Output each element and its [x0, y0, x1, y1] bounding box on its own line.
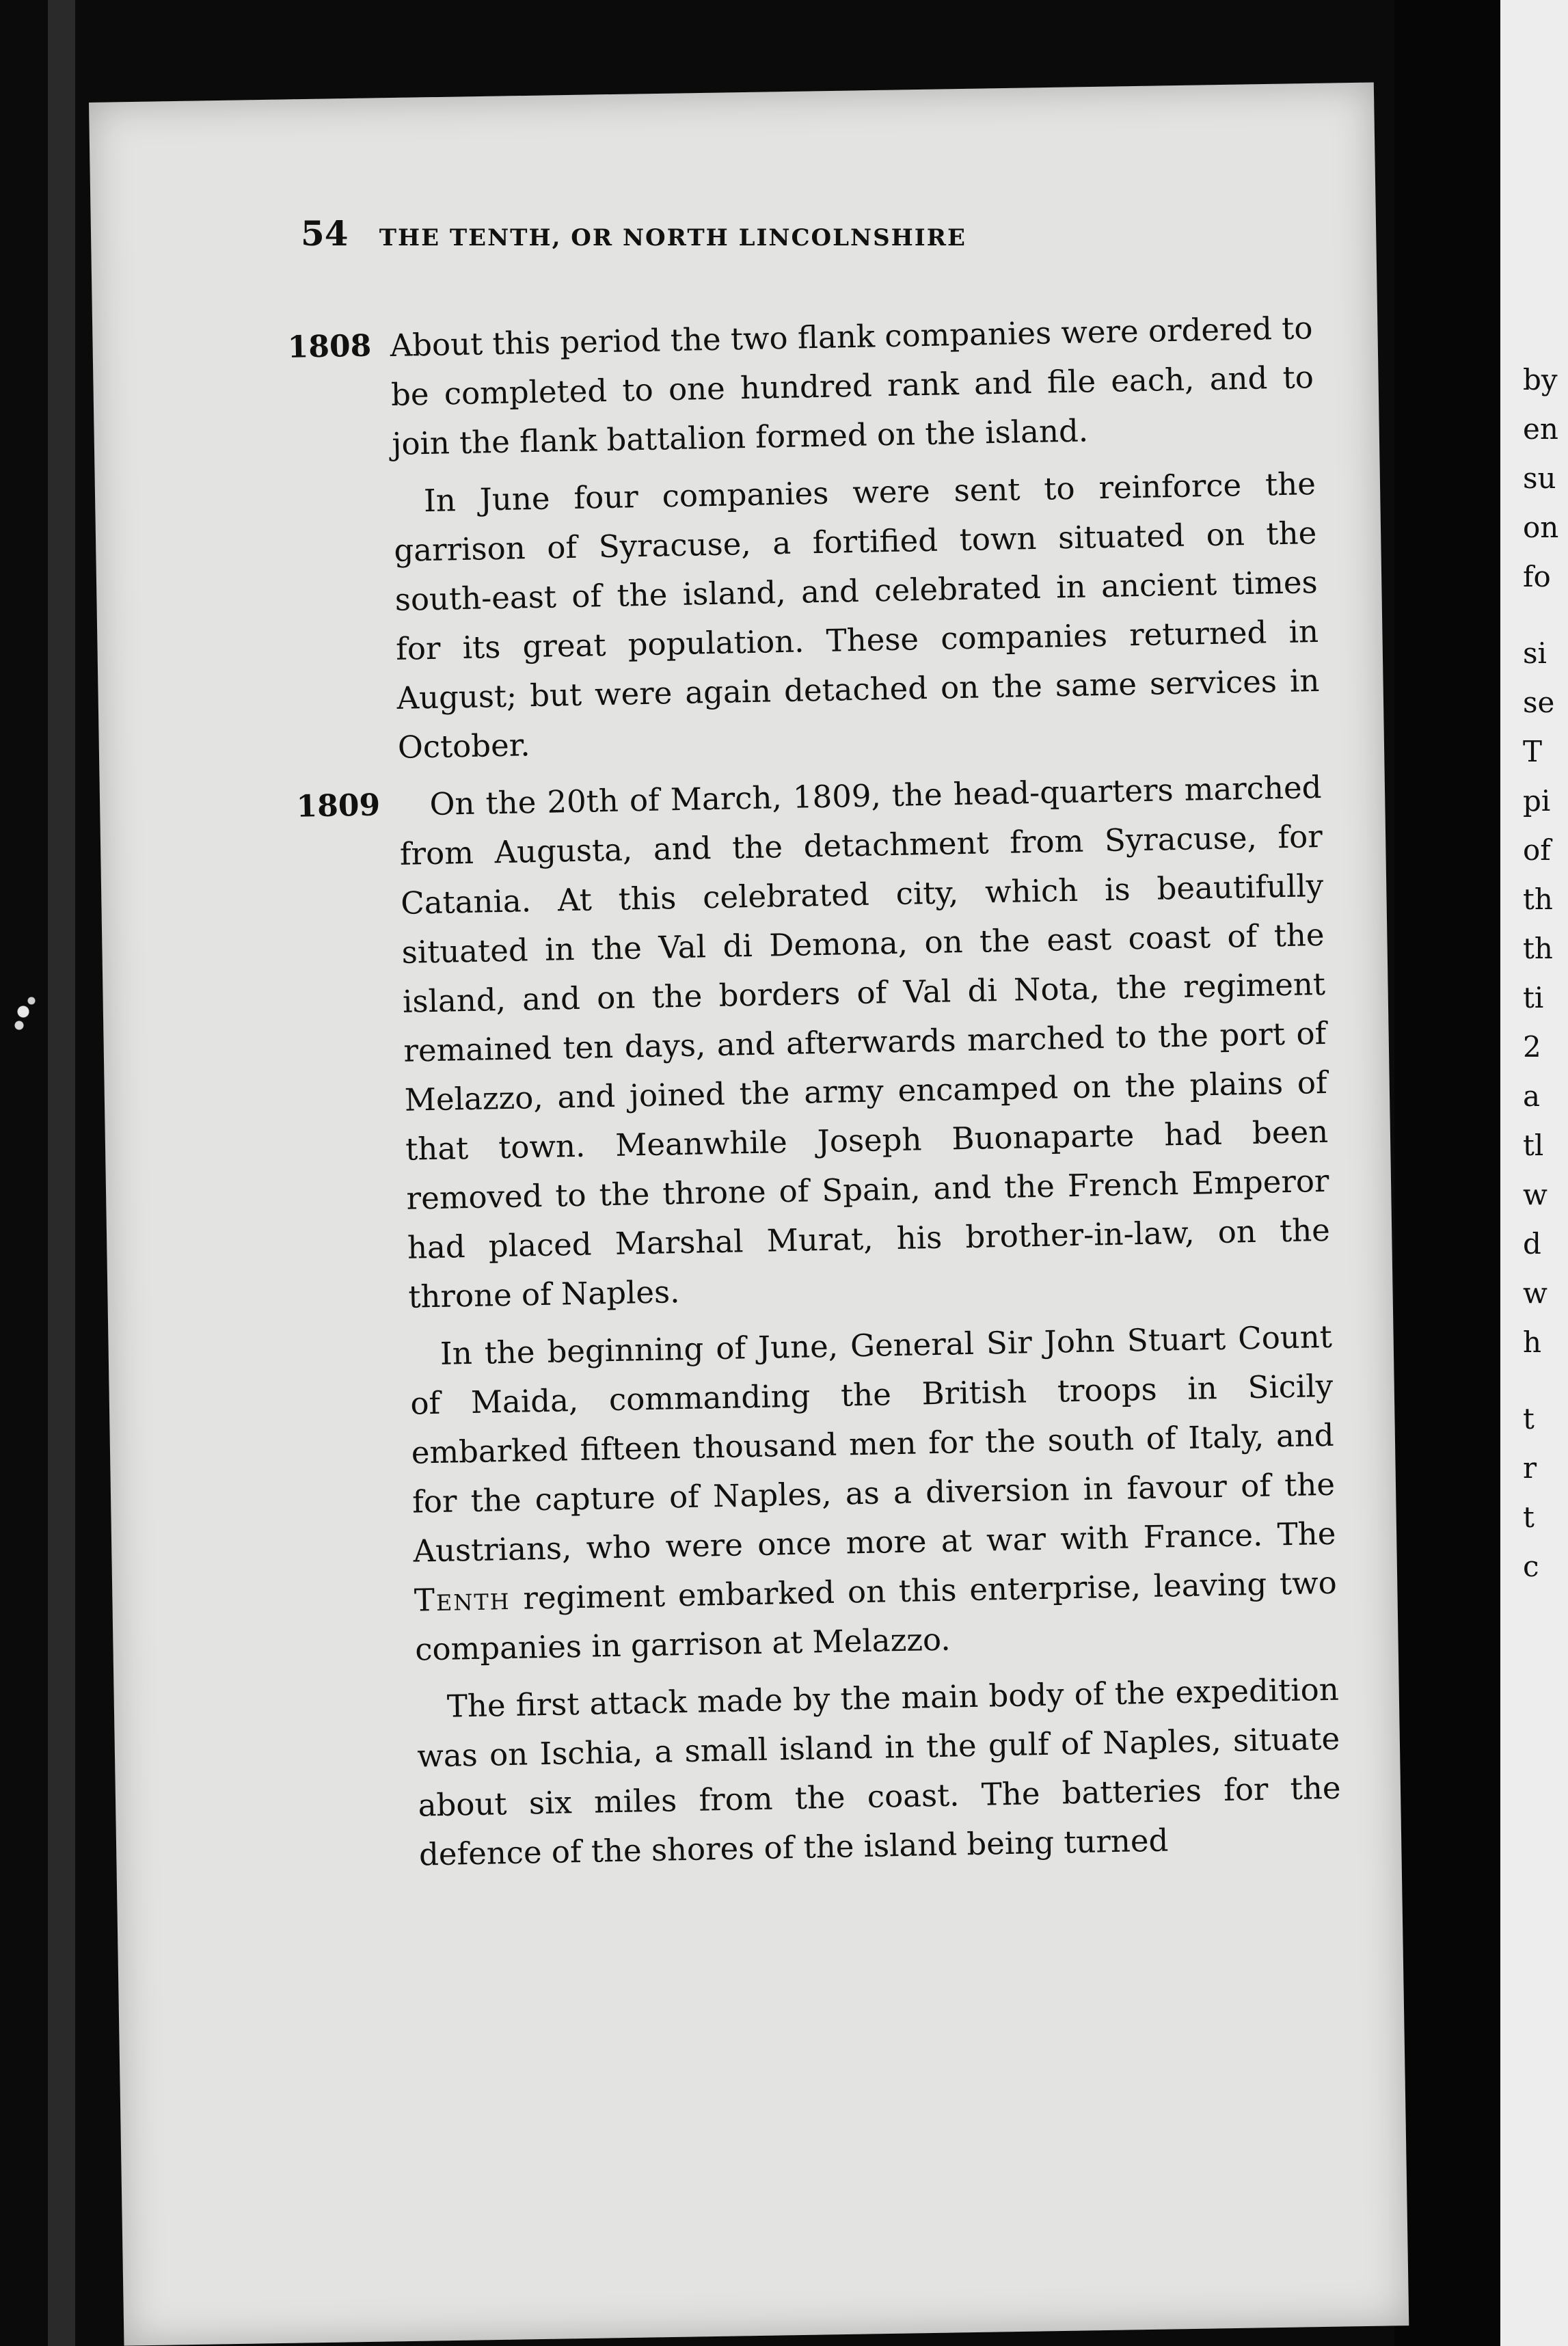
paragraph — [296, 763, 1332, 1322]
facing-fragment: pi — [1523, 784, 1551, 818]
facing-page-text-fragments — [1523, 355, 1568, 1591]
paragraph-text: In June four companies were sent to reinforce the garrison of Syracuse, a fortified town situated on the south-east of the island, and celebrated in ancient times for its great population. These companies returned in August; but were again detached on the same services in October. — [393, 466, 1320, 766]
page-number: 54 — [301, 213, 349, 254]
facing-fragment: w — [1523, 1178, 1547, 1211]
facing-fragment: tl — [1523, 1129, 1544, 1162]
paragraph — [287, 304, 1315, 469]
paragraph-text: On the 20th of March, 1809, the head-quarters marched from Augusta, and the detachment from Syracuse, for Catania. At this celebrated city, which is beautifully situated in the Val di Demona, on the east coast of the island, and on the borders of Val di Nota, the regiment remained ten days, and afterwards marched to the port of Melazzo, and joined the army encamped on the plains of that town. Meanwhile Joseph Buonaparte had been removed to the throne of Spain, and the French Emperor had placed Marshal Murat, his brother-in-law, on the throne of Naples. — [399, 768, 1331, 1315]
facing-fragment: si — [1523, 636, 1547, 670]
facing-fragment: c — [1523, 1550, 1539, 1583]
paragraph — [416, 1665, 1342, 1880]
body-text — [287, 304, 1342, 1887]
paragraph-text: The first attack made by the main body of the expedition was on Ischia, a small island in the gulf of Naples, situate about six miles from the coast. The batteries for the defence of the shores of the island being turned — [416, 1671, 1341, 1873]
paragraph-text: In the beginning of June, General Sir John Stuart Count of Maida, commanding the British troops in Sicily embarked fifteen thousand men for the south of Italy, and for the capture of Naples, as a diversion in favour of the Austrians, who were once more at war with France. The — [409, 1318, 1336, 1569]
paragraph — [392, 459, 1321, 772]
facing-fragment: en — [1523, 412, 1558, 446]
facing-fragment: se — [1523, 686, 1555, 719]
running-head — [301, 213, 1189, 254]
paragraph-text: About this period the two flank companies were ordered to be completed to one hundred rank and file each, and to join the flank battalion formed on the island. — [390, 310, 1314, 462]
facing-gap — [1523, 602, 1568, 629]
facing-fragment: d — [1523, 1227, 1541, 1260]
gutter-shadow — [1394, 0, 1500, 2346]
facing-fragment: ti — [1523, 981, 1544, 1014]
facing-fragment: th — [1523, 882, 1553, 916]
scan-speck — [7, 984, 48, 1039]
facing-fragment: a — [1523, 1079, 1541, 1113]
facing-fragment: of — [1523, 833, 1551, 867]
facing-fragment: by — [1523, 363, 1558, 396]
binding-edge — [48, 0, 75, 2346]
margin-year: 1808 — [287, 328, 372, 365]
facing-fragment: t — [1523, 1402, 1535, 1435]
paragraph-text: regiment embarked on this enterprise, leaving two companies in garrison at Melazzo. — [414, 1564, 1338, 1668]
facing-fragment: r — [1523, 1451, 1537, 1485]
paragraph — [409, 1312, 1338, 1675]
facing-fragment: h — [1523, 1325, 1542, 1359]
facing-fragment: w — [1523, 1276, 1547, 1310]
facing-fragment: on — [1523, 511, 1559, 544]
facing-fragment: su — [1523, 461, 1556, 495]
facing-fragment: 2 — [1523, 1030, 1541, 1064]
regiment-name: Tenth — [414, 1580, 511, 1619]
facing-fragment: t — [1523, 1500, 1535, 1534]
facing-gap — [1523, 1367, 1568, 1394]
margin-year: 1809 — [296, 787, 381, 824]
facing-fragment: fo — [1523, 560, 1551, 593]
facing-fragment: T — [1523, 735, 1543, 768]
running-title: THE TENTH, OR NORTH LINCOLNSHIRE — [379, 224, 967, 252]
facing-fragment: th — [1523, 932, 1553, 965]
